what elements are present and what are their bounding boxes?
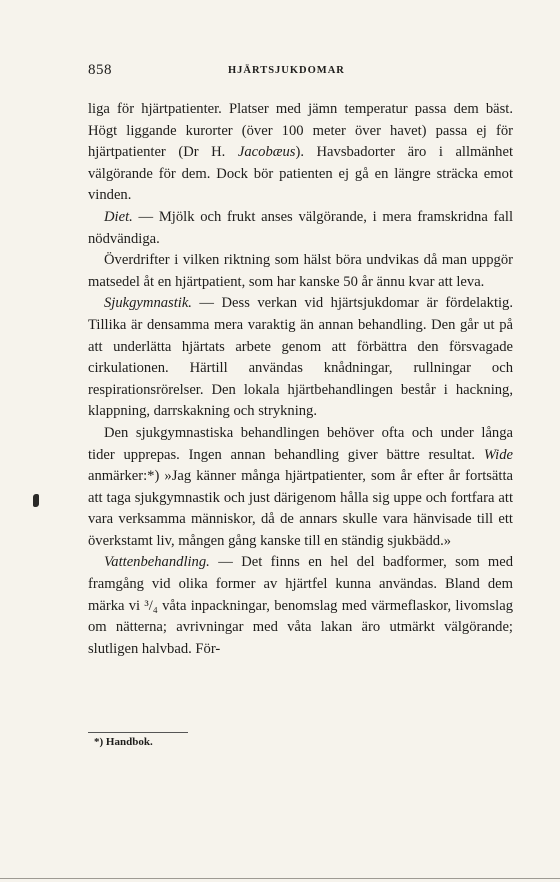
paragraph-text: — Mjölk och frukt anses välgörande, i mera framskridna fall nödvändiga. [88, 208, 513, 247]
running-head [88, 62, 513, 82]
paragraph-continuation [88, 99, 513, 207]
footnote-rule [88, 732, 188, 733]
paragraph-diet [88, 207, 513, 250]
paragraph-text: ). Havsbadorter äro i allmänhet välgörande för dem. Dock bör patienten ej gå en längre sträcka emot vinden. [88, 144, 513, 204]
author-name: Jacobæus [237, 144, 296, 161]
page-number: 858 [88, 62, 112, 78]
page-edge [0, 878, 560, 879]
paragraph-excess [88, 250, 513, 293]
paragraph-text: anmärker:*) »Jag känner många hjärtpatienter, som år efter år fortsätta att taga sjukgymnastik och just därigenom hålla sig uppe och fortfara att vara verksamma människor, då de annars skulle vara hänvisade till ett överkstamt liv, mången gång kanske till en ständig sjukbädd.» [88, 468, 513, 549]
section-heading: Sjukgymnastik. [104, 295, 192, 312]
section-heading: Diet. [104, 208, 133, 225]
body-text [88, 99, 513, 660]
section-heading: Vattenbehandling. [104, 554, 210, 571]
paragraph-physiotherapy [88, 293, 513, 423]
paragraph-text: Överdrifter i vilken riktning som hälst böra undvikas då man uppgör matsedel åt en hjärtpatient, som har kanske 50 år ännu kvar att leva. [88, 252, 513, 290]
footnote: *) Handbok. [94, 736, 153, 748]
paragraph-text: liga för hjärtpatienter. Platser med jämn temperatur passa dem bäst. Högt liggande kurorter (över 100 meter över havet) passa ej för hjärtpatienter (Dr H. [88, 101, 513, 161]
paragraph-treatment [88, 423, 513, 553]
paragraph-text: — Det finns en hel del badformer, som med framgång vid olika former av hjärtfel kunna användas. Bland dem märka vi ³/₄ våta inpackningar, benomslag med värmeflaskor, livomslag om nätterna; avrivningar med våta lakan äro utmärkt välgörande; slutligen halvbad. För- [88, 554, 513, 657]
ink-blot-mark [33, 494, 39, 507]
running-title: HJÄRTSJUKDOMAR [228, 65, 345, 76]
author-name: Wide [483, 446, 513, 463]
paragraph-text: — Dess verkan vid hjärtsjukdomar är fördelaktig. Tillika är densamma mera varaktig än annan behandling. Den går ut på att underlätta hjärtats arbete genom att förbättra den försvagade cirkulationen. Härtill användas knådningar, rullningar och respirationsrörelser. Den lokala hjärtbehandlingen består i hackning, klappning, darrskakning och strykning. [88, 295, 513, 420]
paragraph-text: Den sjukgymnastiska behandlingen behöver ofta och under långa tider upprepas. Ingen annan behandling giver bättre resultat. [88, 424, 513, 463]
paragraph-hydrotherapy [88, 552, 513, 660]
